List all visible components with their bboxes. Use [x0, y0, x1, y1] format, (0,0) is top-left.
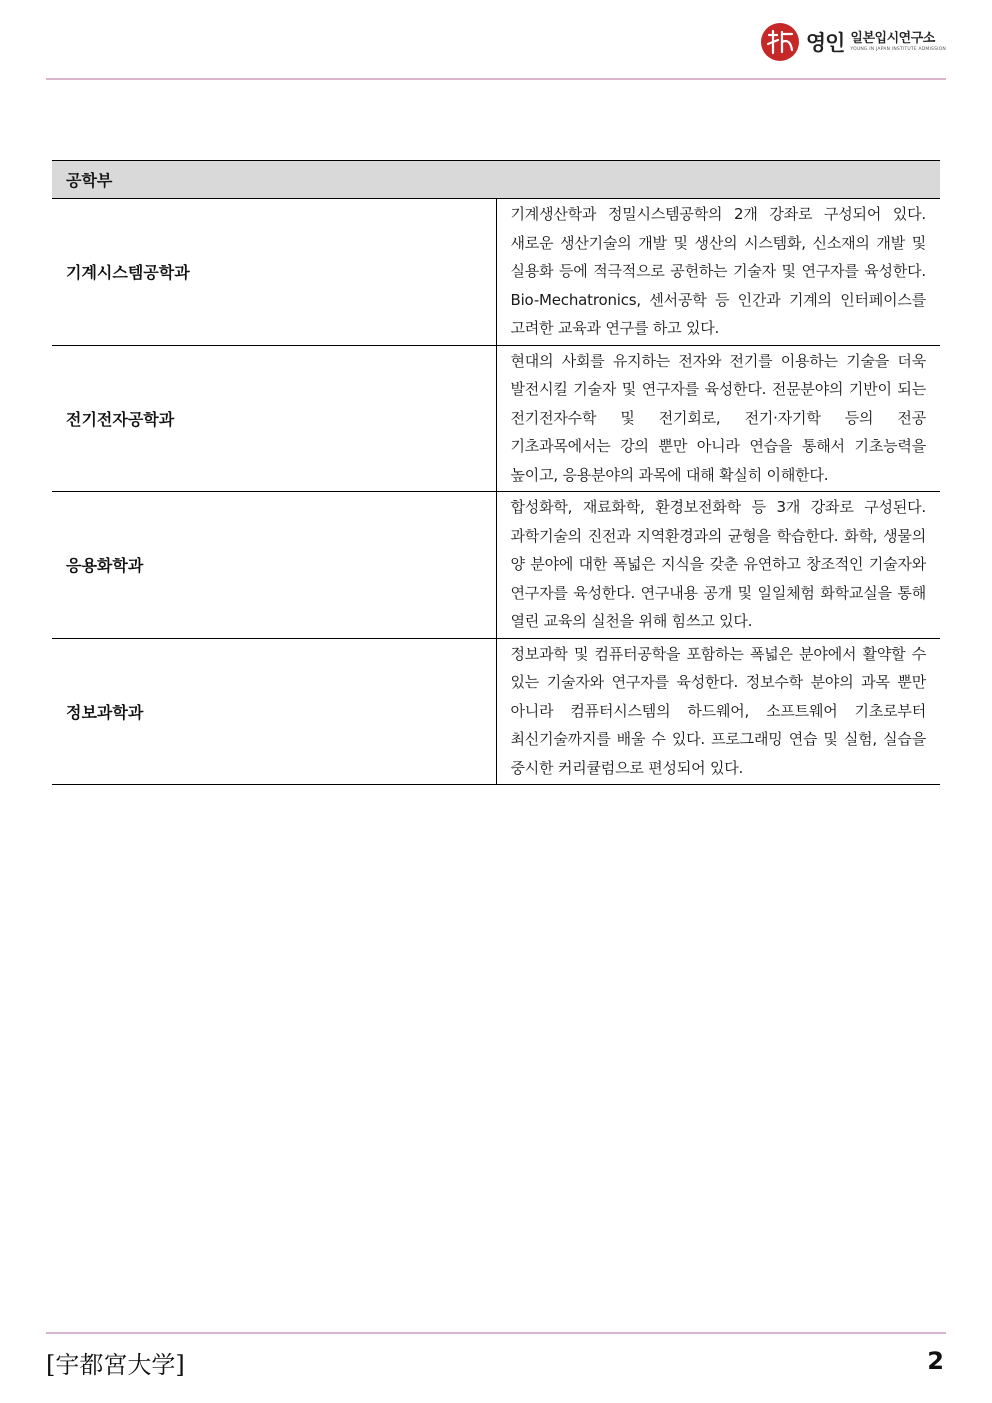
page-number: 2 — [927, 1347, 944, 1375]
table-row — [52, 199, 940, 346]
footer-divider — [46, 1332, 946, 1334]
department-name: 기계시스템공학과 — [52, 199, 496, 346]
header-divider — [46, 78, 946, 80]
department-name: 정보과학과 — [52, 638, 496, 785]
logo-emblem-icon — [760, 22, 800, 62]
department-description: 현대의 사회를 유지하는 전자와 전기를 이용하는 기술을 더욱 발전시킬 기술자 및 연구자를 육성한다. 전문분야의 기반이 되는 전기전자수학 및 전기회로, 전기·자기학 등의 전공 기초과목에서는 강의 뿐만 아니라 연습을 통해서 기초능력을 높이고, 응용분야의 과목에 대해 확실히 이해한다. — [496, 345, 940, 492]
logo-brand: 영인 — [805, 31, 845, 55]
table-row — [52, 638, 940, 785]
department-name: 응용화학과 — [52, 492, 496, 639]
section-title: 공학부 — [52, 161, 940, 199]
logo-subtitle: 일본입시연구소 — [850, 30, 935, 46]
department-table — [52, 160, 940, 785]
department-description: 정보과학 및 컴퓨터공학을 포함하는 폭넓은 분야에서 활약할 수 있는 기술자와 연구자를 육성한다. 정보수학 분야의 과목 뿐만 아니라 컴퓨터시스템의 하드웨어, 소프트웨어 기초로부터 최신기술까지를 배울 수 있다. 프로그래밍 연습 및 실험, 실습을 중시한 커리큘럼으로 편성되어 있다. — [496, 638, 940, 785]
logo-text — [850, 32, 946, 53]
table-row — [52, 492, 940, 639]
department-name: 전기전자공학과 — [52, 345, 496, 492]
department-description: 합성화학, 재료화학, 환경보전화학 등 3개 강좌로 구성된다. 과학기술의 진전과 지역환경과의 균형을 학습한다. 화학, 생물의 양 분야에 대한 폭넓은 지식을 갖춘 유연하고 창조적인 기술자와 연구자를 육성한다. 연구내용 공개 및 일일체험 화학교실을 통해 열린 교육의 실천을 위해 힘쓰고 있다. — [496, 492, 940, 639]
logo-tagline: YOUNG IN JAPAN INSTITUTE ADMISSION — [850, 46, 946, 52]
footer-university-name: [宇都宮大学] — [46, 1351, 185, 1379]
table-row — [52, 345, 940, 492]
department-description: 기계생산학과 정밀시스템공학의 2개 강좌로 구성되어 있다. 새로운 생산기술의 개발 및 생산의 시스템화, 신소재의 개발 및 실용화 등에 적극적으로 공헌하는 기술자 및 연구자를 육성한다. Bio-Mechatronics, 센서공학 등 인간과 기계의 인터페이스를 고려한 교육과 연구를 하고 있다. — [496, 199, 940, 346]
table-header-row — [52, 161, 940, 199]
header-logo — [760, 20, 946, 64]
